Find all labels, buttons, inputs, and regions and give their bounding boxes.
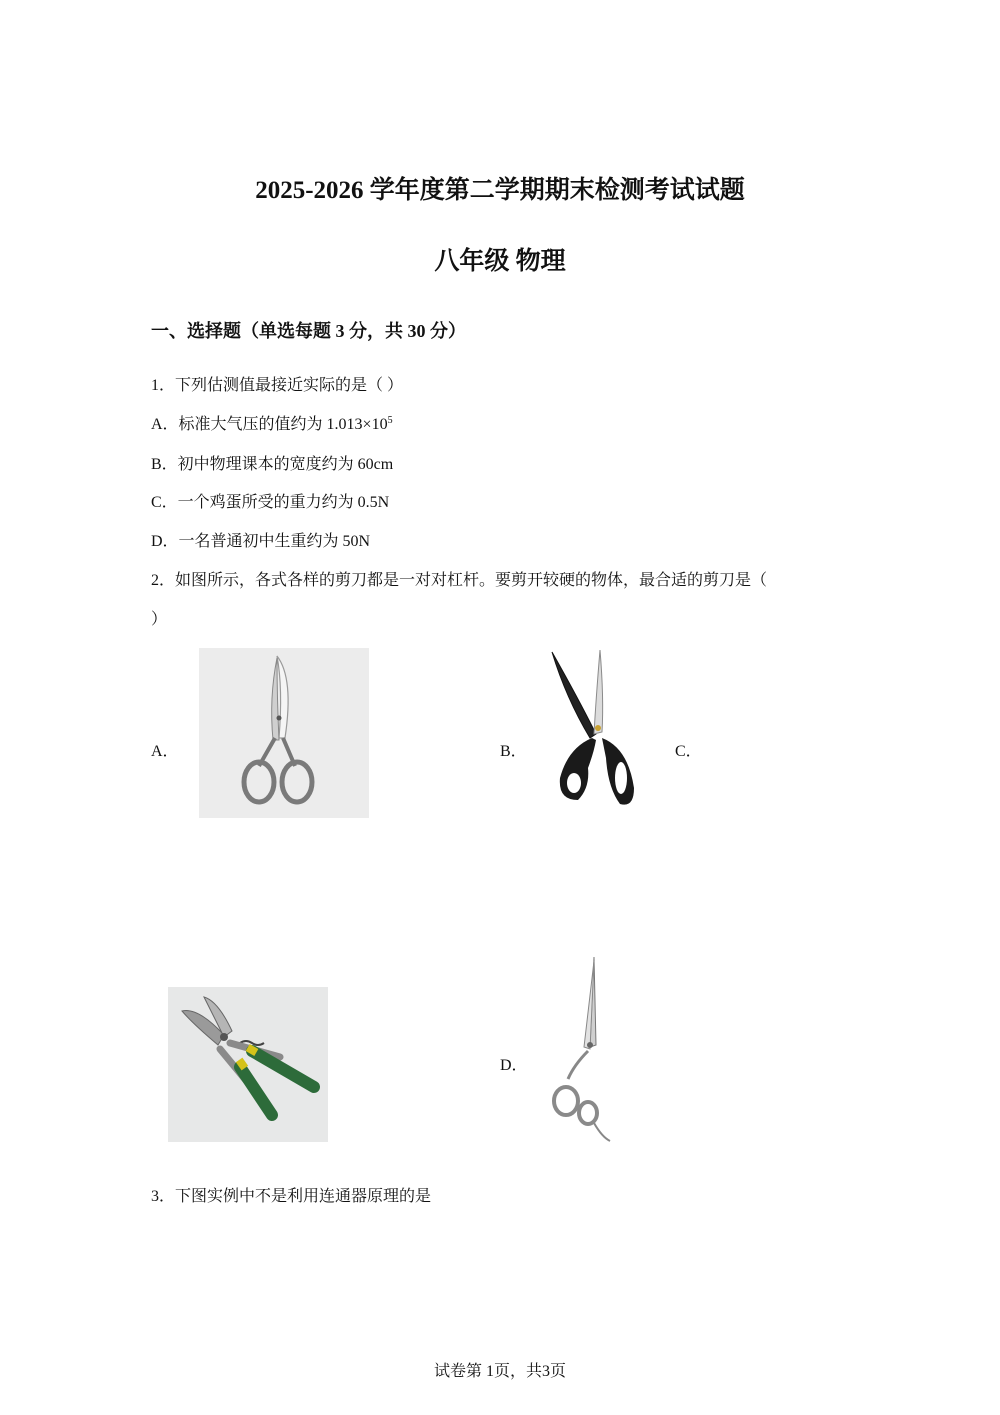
option-a-text: A．标准大气压的值约为 1.013×10 [151, 416, 388, 433]
question-1-option-c: C．一个鸡蛋所受的重力约为 0.5N [151, 494, 390, 511]
section-heading: 一、选择题（单选每题 3 分，共 30 分） [151, 321, 466, 341]
page-footer: 试卷第 1页，共3页 [433, 1363, 566, 1380]
exam-title: 2025-2026 学年度第二学期期末检测考试试题 [255, 177, 745, 204]
tailor-scissors-image [548, 648, 648, 813]
question-2-label-d: D． [500, 1057, 528, 1074]
question-1-option-d: D．一名普通初中生重约为 50N [151, 533, 371, 550]
option-a-exponent: 5 [387, 415, 393, 426]
small-curved-scissors-image [199, 648, 369, 818]
exam-subtitle: 八年级 物理 [434, 248, 566, 275]
question-2-label-b: B． [500, 743, 527, 760]
question-2-label-a: A． [151, 743, 179, 760]
question-2-stem-line1: 2．如图所示，各式各样的剪刀都是一对对杠杆。要剪开较硬的物体，最合适的剪刀是（ [151, 572, 768, 589]
question-1-option-a [151, 411, 393, 434]
question-3-stem: 3．下图实例中不是利用连通器原理的是 [151, 1188, 432, 1205]
question-1-stem: 1．下列估测值最接近实际的是（ ） [151, 377, 404, 394]
question-2-label-c: C． [675, 743, 702, 760]
question-2-stem-line2: ） [151, 611, 168, 628]
tin-snips-image [168, 987, 328, 1142]
hair-cutting-scissors-image [550, 955, 620, 1145]
question-1-option-b: B．初中物理课本的宽度约为 60cm [151, 456, 394, 473]
